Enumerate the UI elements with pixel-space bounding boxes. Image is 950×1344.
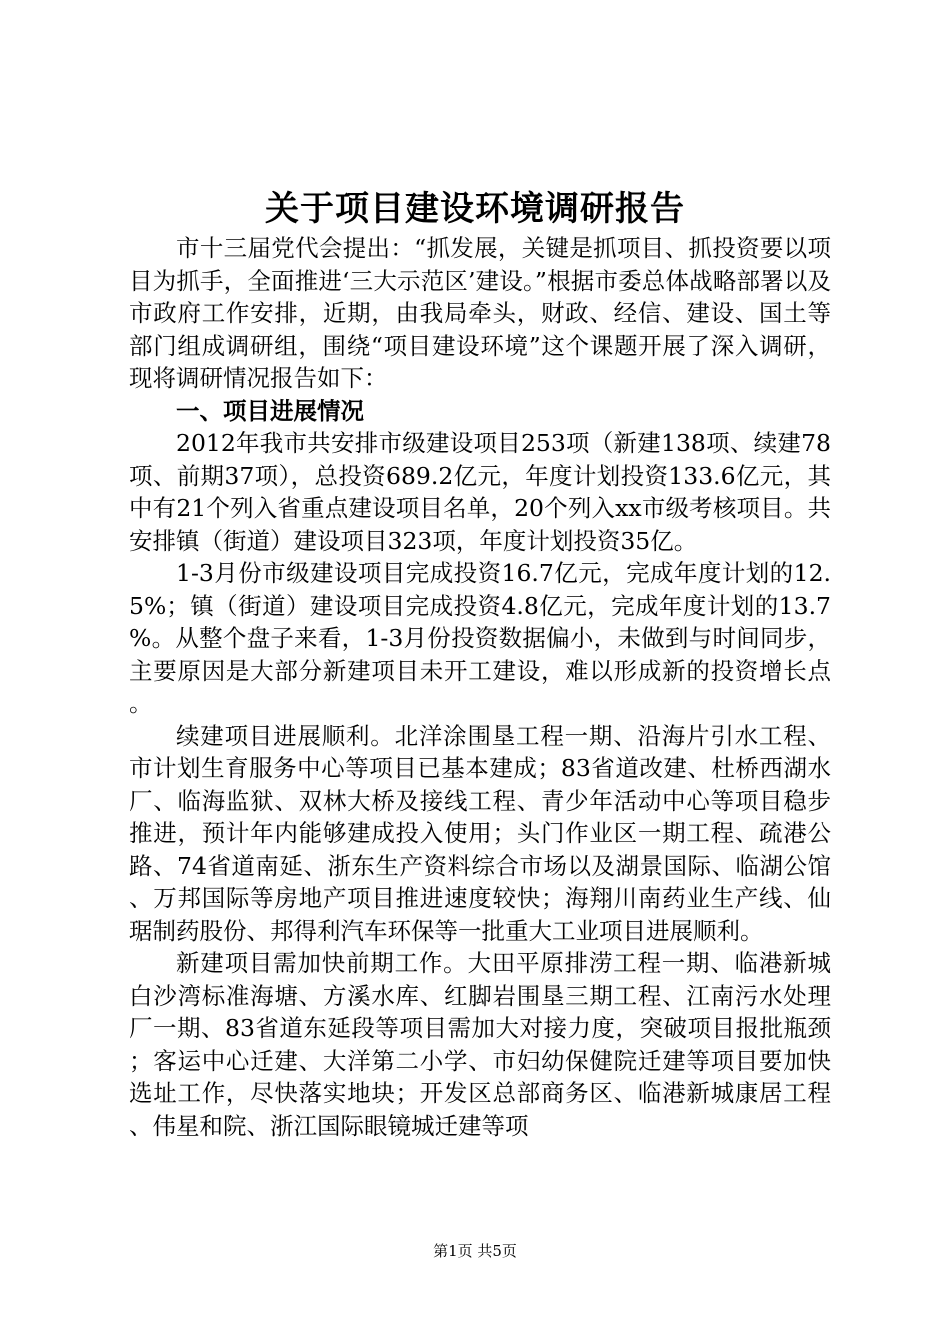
document-body: [129, 232, 831, 1142]
paragraph-ongoing-projects: 续建项目进展顺利。北洋涂围垦工程一期、沿海片引水工程、市计划生育服务中心等项目已基本建成；83省道改建、杜桥西湖水厂、临海监狱、双林大桥及接线工程、青少年活动中心等项目稳步推进，预计年内能够建成投入使用；头门作业区一期工程、疏港公路、74省道南延、浙东生产资料综合市场以及湖景国际、临湖公馆、万邦国际等房地产项目推进速度较快；海翔川南药业生产线、仙琚制药股份、邦得利汽车环保等一批重大工业项目进展顺利。: [129, 721, 831, 945]
paragraph-new-projects: 新建项目需加快前期工作。大田平原排涝工程一期、临港新城白沙湾标准海塘、方溪水库、红脚岩围垦三期工程、江南污水处理厂一期、83省道东延段等项目需加大对接力度，突破项目报批瓶颈；客运中心迁建、大洋第二小学、市妇幼保健院迁建等项目要加快选址工作，尽快落实地块；开发区总部商务区、临港新城康居工程、伟星和院、浙江国际眼镜城迁建等项: [129, 949, 831, 1140]
intro-paragraph: 市十三届党代会提出：“抓发展，关键是抓项目、抓投资要以项目为抓手，全面推进‘三大示范区’建设。”根据市委总体战略部署以及市政府工作安排，近期，由我局牵头，财政、经信、建设、国土等部门组成调研组，围绕“项目建设环境”这个课题开展了深入调研，现将调研情况报告如下：: [129, 234, 831, 392]
section-heading: 一、项目进展情况: [176, 396, 364, 425]
paragraph-investment-progress: 1-3月份市级建设项目完成投资16.7亿元，完成年度计划的12.5%；镇（街道）建设项目完成投资4.8亿元，完成年度计划的13.7%。从整个盘子来看，1-3月份投资数据偏小，未做到与时间同步，主要原因是大部分新建项目未开工建设，难以形成新的投资增长点。: [129, 559, 831, 717]
document-title: 关于项目建设环境调研报告: [265, 189, 685, 229]
page-footer: 第1页 共5页: [433, 1242, 517, 1260]
paragraph-project-count: 2012年我市共安排市级建设项目253项（新建138项、续建78项、前期37项），总投资689.2亿元，年度计划投资133.6亿元，其中有21个列入省重点建设项目名单，20个列入xx市级考核项目。共安排镇（街道）建设项目323项，年度计划投资35亿。: [129, 429, 831, 555]
